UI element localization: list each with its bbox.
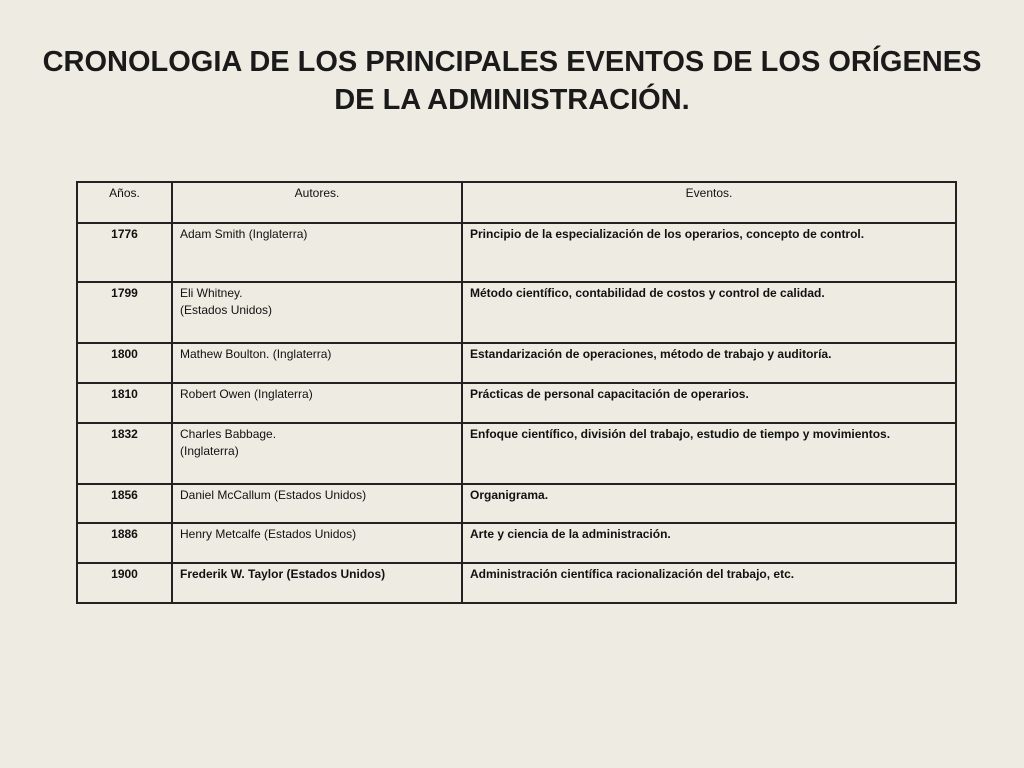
author-cell: [172, 523, 462, 563]
table-row: [77, 423, 956, 484]
slide-title-line-2: DE LA ADMINISTRACIÓN.: [334, 84, 690, 116]
event-cell: Prácticas de personal capacitación de operarios.: [462, 383, 956, 423]
author-name: Frederik W. Taylor (Estados Unidos): [180, 567, 386, 581]
author-name: Mathew Boulton. (Inglaterra): [180, 347, 332, 361]
author-cell: [172, 282, 462, 343]
year-cell: 1886: [77, 523, 172, 563]
slide-title: [40, 43, 984, 119]
author-cell: [172, 423, 462, 484]
author-name: Daniel McCallum (Estados Unidos): [180, 488, 367, 502]
event-cell: Método científico, contabilidad de costos y control de calidad.: [462, 282, 956, 343]
author-name: Eli Whitney.: [180, 286, 243, 300]
author-name: Robert Owen (Inglaterra): [180, 387, 313, 401]
table-row: [77, 563, 956, 603]
year-cell: 1900: [77, 563, 172, 603]
event-cell: Administración científica racionalización del trabajo, etc.: [462, 563, 956, 603]
header-events: Eventos.: [462, 182, 956, 223]
table-row: [77, 484, 956, 523]
author-name: Henry Metcalfe (Estados Unidos): [180, 527, 357, 541]
table-row: [77, 343, 956, 383]
year-cell: 1832: [77, 423, 172, 484]
author-name: Charles Babbage.: [180, 427, 277, 441]
author-cell: [172, 343, 462, 383]
table-row: [77, 282, 956, 343]
author-name: Adam Smith (Inglaterra): [180, 227, 308, 241]
event-cell: Organigrama.: [462, 484, 956, 523]
slide-title-line-1: CRONOLOGIA DE LOS PRINCIPALES EVENTOS DE LOS ORÍGENES: [42, 46, 982, 78]
author-cell: [172, 563, 462, 603]
table-row: [77, 523, 956, 563]
author-cell: [172, 383, 462, 423]
author-cell: [172, 223, 462, 282]
table-header-row: [77, 182, 956, 223]
event-cell: Principio de la especialización de los operarios, concepto de control.: [462, 223, 956, 282]
year-cell: 1776: [77, 223, 172, 282]
author-cell: [172, 484, 462, 523]
header-authors: Autores.: [172, 182, 462, 223]
table-row: [77, 383, 956, 423]
event-cell: Estandarización de operaciones, método de trabajo y auditoría.: [462, 343, 956, 383]
header-years: Años.: [77, 182, 172, 223]
author-country: (Inglaterra): [180, 444, 239, 458]
year-cell: 1810: [77, 383, 172, 423]
event-cell: Enfoque científico, división del trabajo, estudio de tiempo y movimientos.: [462, 423, 956, 484]
event-cell: Arte y ciencia de la administración.: [462, 523, 956, 563]
year-cell: 1799: [77, 282, 172, 343]
timeline-table: [76, 181, 957, 604]
year-cell: 1856: [77, 484, 172, 523]
table-row: [77, 223, 956, 282]
year-cell: 1800: [77, 343, 172, 383]
author-country: (Estados Unidos): [180, 303, 273, 317]
